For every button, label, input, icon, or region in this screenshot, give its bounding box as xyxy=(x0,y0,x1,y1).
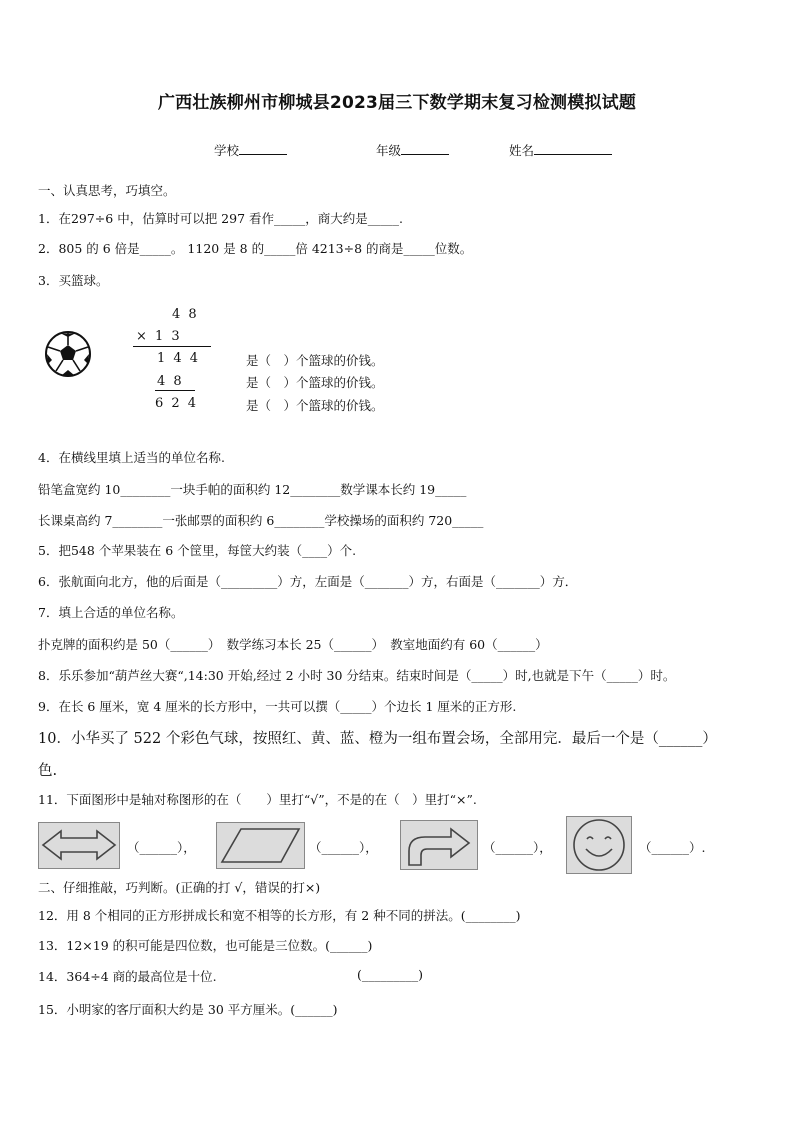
school-label: 学校 xyxy=(214,143,240,158)
school-field xyxy=(214,141,287,159)
question-10: 10．小华买了 522 个彩色气球，按照红、黄、蓝、橙为一组布置会场，全部用完．最后一个是（______） xyxy=(38,731,717,747)
smiley-face-image xyxy=(566,816,632,874)
soccer-ball-icon xyxy=(44,330,92,378)
question-7: 7．填上合适的单位名称。 xyxy=(38,605,184,620)
question-2: 2．805 的 6 倍是_____。 1120 是 8 的_____倍 4213÷8 的商是_____位数。 xyxy=(38,241,473,256)
question-14-blank[interactable]: (_________) xyxy=(357,967,424,982)
curved-arrow-image xyxy=(400,820,478,870)
grade-label: 年级 xyxy=(376,143,402,158)
question-11: 11．下面图形中是轴对称图形的在（ ）里打“√”，不是的在（ ）里打“×”. xyxy=(38,792,477,807)
question-8: 8．乐乐参加“葫芦丝大赛“,14:30 开始,经过 2 小时 30 分结束。结束时间是（_____）时,也就是下午（_____）时。 xyxy=(38,668,676,683)
section-1-heading: 一、认真思考，巧填空。 xyxy=(38,183,176,198)
question-4: 4．在横线里填上适当的单位名称. xyxy=(38,450,225,465)
question-5: 5．把548 个苹果装在 6 个筐里，每筐大约装（____）个. xyxy=(38,543,357,558)
question-13: 13．12×19 的积可能是四位数，也可能是三位数。(______) xyxy=(38,938,373,953)
question-1: 1．在297÷6 中，估算时可以把 297 看作_____，商大约是_____. xyxy=(38,211,403,226)
name-blank[interactable] xyxy=(534,142,612,155)
q11-blank-3[interactable]: （______）， xyxy=(483,840,552,855)
question-12: 12．用 8 个相同的正方形拼成长和宽不相等的长方形，有 2 种不同的拼法。(________) xyxy=(38,908,521,923)
question-10-tail: 色. xyxy=(38,763,58,779)
calc-row-1: 4 8 xyxy=(172,307,199,322)
q11-blank-1[interactable]: （______）， xyxy=(127,840,196,855)
question-6: 6．张航面向北方，他的后面是（_________）方，左面是（_______）方，右面是（_______）方． xyxy=(38,574,578,589)
question-4-line-a: 铅笔盒宽约 10________一块手帕的面积约 12________数学课本长约 19_____ xyxy=(38,482,467,497)
question-7-line-a: 扑克牌的面积约是 50（______） 数学练习本长 25（______） 教室地面约有 60（______） xyxy=(38,637,548,652)
calc-row-3: 1 4 4 xyxy=(157,351,201,366)
name-field xyxy=(509,141,612,159)
name-label: 姓名 xyxy=(509,143,535,158)
section-2-heading: 二、仔细推敲，巧判断。(正确的打 √，错误的打×) xyxy=(38,880,321,895)
calc-label-1: 是（ ）个篮球的价钱。 xyxy=(246,353,384,368)
q11-blank-4[interactable]: （______）. xyxy=(639,840,706,855)
calc-row-2: × 1 3 xyxy=(136,329,182,344)
question-14: 14．364÷4 商的最高位是十位. xyxy=(38,969,217,984)
calc-row-4: 4 8 xyxy=(157,374,184,389)
q11-blank-2[interactable]: （______）， xyxy=(309,840,378,855)
question-9: 9．在长 6 厘米，宽 4 厘米的长方形中，一共可以撰（_____）个边长 1 厘米的正方形. xyxy=(38,699,517,714)
double-arrow-image xyxy=(38,822,120,869)
page-title: 广西壮族柳州市柳城县2023届三下数学期末复习检测模拟试题 xyxy=(157,93,637,113)
school-blank[interactable] xyxy=(239,142,287,155)
question-4-line-b: 长课桌高约 7________一张邮票的面积约 6________学校操场的面积约 720_____ xyxy=(38,513,484,528)
calc-divider-2 xyxy=(155,390,195,391)
question-3: 3．买篮球。 xyxy=(38,273,109,288)
parallelogram-image xyxy=(216,822,305,869)
calc-label-3: 是（ ）个篮球的价钱。 xyxy=(246,398,384,413)
question-15: 15．小明家的客厅面积大约是 30 平方厘米。(______) xyxy=(38,1002,338,1017)
calc-row-5: 6 2 4 xyxy=(155,396,199,411)
grade-field xyxy=(376,141,449,159)
grade-blank[interactable] xyxy=(401,142,449,155)
calc-label-2: 是（ ）个篮球的价钱。 xyxy=(246,375,384,390)
calc-divider-1 xyxy=(133,346,211,347)
